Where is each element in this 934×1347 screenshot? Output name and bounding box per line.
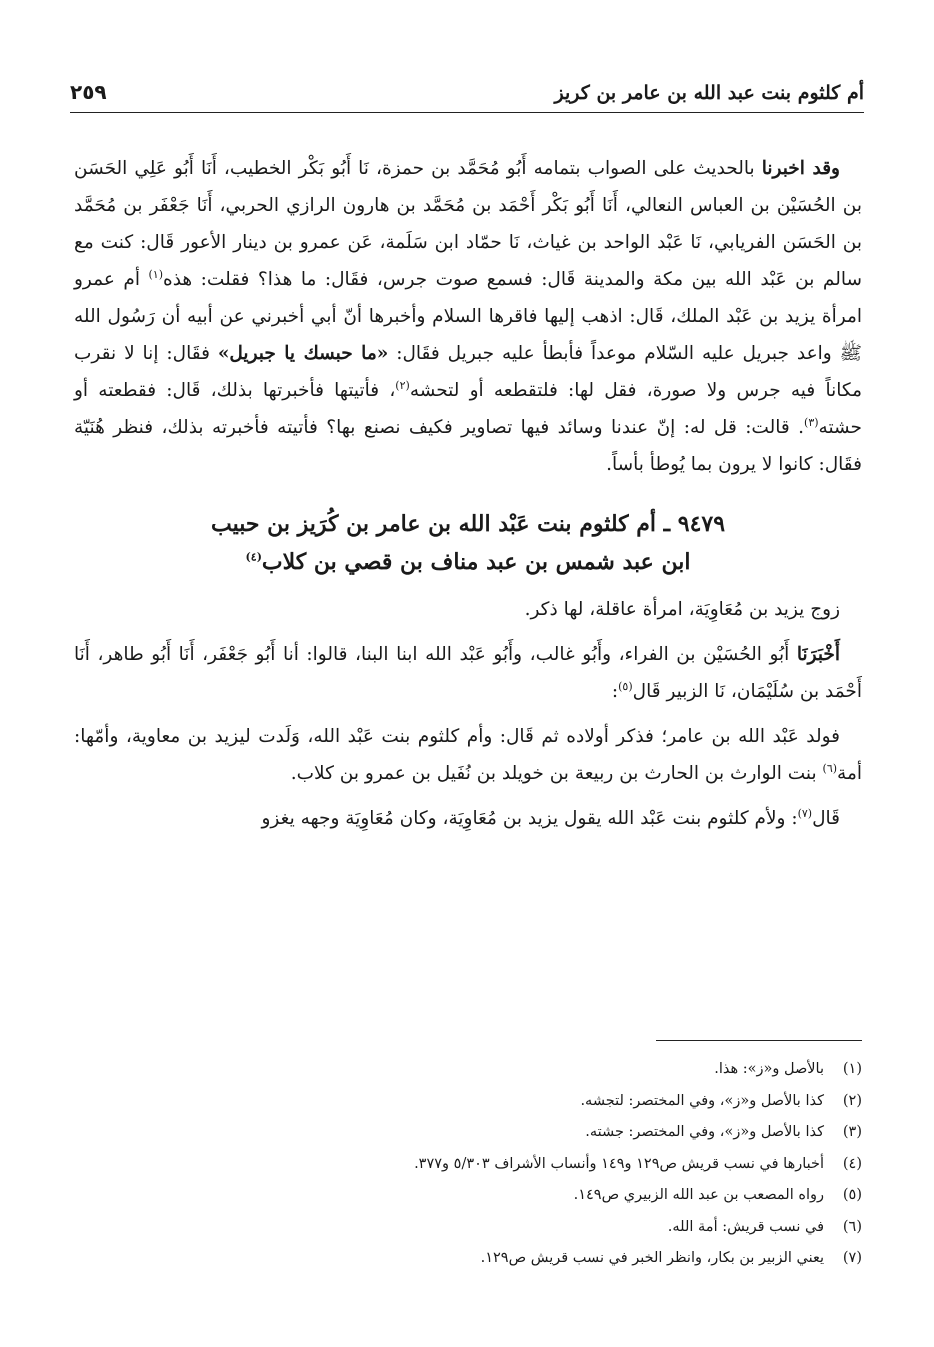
paragraph-text: : [611,681,619,702]
paragraph-text: بالحديث على الصواب بتمامه أَبُو مُحَمَّد بن حمزة، نَا أَبُو بَكْر الخطيب، أَنَا أَبُو عَلِي الحَسَن بن الحُسَيْن بن العباس النعالي، أَنَا أَبُو بَكْر أَحْمَد بن مُحَمَّد بن هارون الرازي الحربي، أَنَا جَعْفَر بن مُحَمَّد بن الحَسَن الفريابي، نَا عَبْد الواحد بن غياث، نَا حمّاد ابن سَلَمة، عَن عمرو بن دينار الأعور قَال: كنت مع سالم بن عَبْد الله بين مكة والمدينة قَال: فسمع صوت جرس، فقَال: ما هذا؟ فقلت: هذه [74,158,862,290]
footnote-number: (٣) [842,1124,862,1140]
footnote-ref-5: (٥) [618,679,633,693]
paragraph-text: فولد عَبْد الله بن عامر؛ فذكر أولاده ثم قَال: وأم كلثوم بنت عَبْد الله، وَلَدت ليزيد بن معاوية، وأمّها: أمة [74,726,862,784]
footnote-number: (٤) [842,1155,862,1172]
paragraph-text: قَال [812,808,840,829]
paragraph-text: : ولأم كلثوم بنت عَبْد الله يقول يزيد بن مُعَاوِيَة، وكان مُعَاوِيَة وجهه يغزو [261,808,798,829]
running-title: أم كلثوم بنت عبد الله بن عامر بن كريز [554,82,864,104]
main-text [74,150,862,837]
footnote-number: (٥) [842,1187,862,1203]
entry-heading-line-1: ٩٤٧٩ ـ أم كلثوم بنت عَبْد الله بن عامر بن كُرَيز بن حبيب [210,511,726,537]
paragraph-lineage [74,718,862,792]
footnote-item [74,1212,862,1244]
footnote-ref-2: (٢) [395,378,410,392]
paragraph-text: بنت الوارث بن الحارث بن ربيعة بن خويلد بن نُفَيل بن عمرو بن كلاب. [290,763,823,784]
paragraph-isnad [74,636,862,710]
running-header [70,78,864,113]
entry-heading-text: ابن عبد شمس بن عبد مناف بن قصي بن كلاب [261,549,691,575]
footnote-text: كذا بالأصل و«ز»، وفي المختصر: جشته. [585,1124,824,1140]
footnote-number: (١) [842,1061,862,1077]
paragraph-lead: وقد اخبرنا [761,158,840,179]
footnote-number: (٧) [842,1250,862,1266]
footnote-item [74,1180,862,1212]
footnote-number: (٢) [842,1092,862,1109]
footnote-item [74,1086,862,1118]
paragraph-lead: أَخْبَرَنَا [796,644,840,665]
footnote-text: يعني الزبير بن بكار، وانظر الخبر في نسب قريش ص١٢٩. [480,1250,824,1266]
footnote-text: كذا بالأصل و«ز»، وفي المختصر: لتجشه. [580,1092,824,1109]
paragraph-description: زوج يزيد بن مُعَاوِيَة، امرأة عاقلة، لها ذكر. [524,599,840,620]
footnote-item [74,1054,862,1086]
hadith-quote: «ما حبسك يا جبريل» [217,343,389,364]
footnotes [74,1054,862,1275]
footnote-text: أخبارها في نسب قريش ص١٢٩ و١٤٩ وأنساب الأشراف ٥/٣٠٣ و٣٧٧. [414,1155,824,1172]
footnote-ref-6: (٦) [822,761,838,775]
entry-heading [74,505,862,581]
footnote-number: (٦) [842,1218,862,1235]
page-number: ٢٥٩ [70,80,107,104]
footnote-divider [656,1040,862,1041]
footnote-ref-1: (١) [148,267,163,281]
paragraph-text: فقَال: إنا لا نقرب مكاناً فيه جرس ولا صورة، فقل لها: فلتقطعه أو لتحشه [74,343,862,401]
footnote-ref-3: (٣) [804,415,819,429]
footnote-ref-7: (٧) [797,806,813,820]
footnote-item [74,1149,862,1181]
paragraph-text: أم عمرو امرأة يزيد بن عَبْد الملك، قَال: اذهب إليها فاقرها السلام وأخبرها أنّ أبي أخبرني عن أبيه أن رَسُول الله ﷺ واعد جبريل عليه السّلام موعداً فأبطأ عليه جبريل فقَال: [74,269,862,364]
footnote-item [74,1117,862,1149]
footnote-ref-4: (٤) [245,550,262,564]
footnote-text: في نسب قريش: أمة الله. [667,1218,824,1235]
paragraph-text: أَبُو الحُسَيْن بن الفراء، وأَبُو غالب، وأَبُو عَبْد الله ابنا البنا، قالوا: أنا أَبُو جَعْفَر، أَنَا أَبُو طاهر، أَنَا أَحْمَد بن سُلَيْمَان، نَا الزبير قَال [74,644,862,702]
paragraph-poem-intro [74,800,862,837]
entry-heading-line-2 [74,543,862,581]
footnote-text: بالأصل و«ز»: هذا. [714,1061,824,1077]
footnote-item [74,1243,862,1275]
paragraph-text: . قالت: قل له: إنّ عندنا وسائد فيها تصاوير فكيف نصنع بها؟ فأتيته فأخبرته بذلك، فنظر هُنَيّة فقَال: كانوا لا يرون بما يُوطأ بأساً. [74,417,862,475]
paragraph-text: ، فأتيتها فأخبرتها بذلك، قَال: فقطعته أو حشته [74,380,862,438]
paragraph-hadith [74,150,862,483]
footnote-text: رواه المصعب بن عبد الله الزبيري ص١٤٩. [573,1187,824,1203]
